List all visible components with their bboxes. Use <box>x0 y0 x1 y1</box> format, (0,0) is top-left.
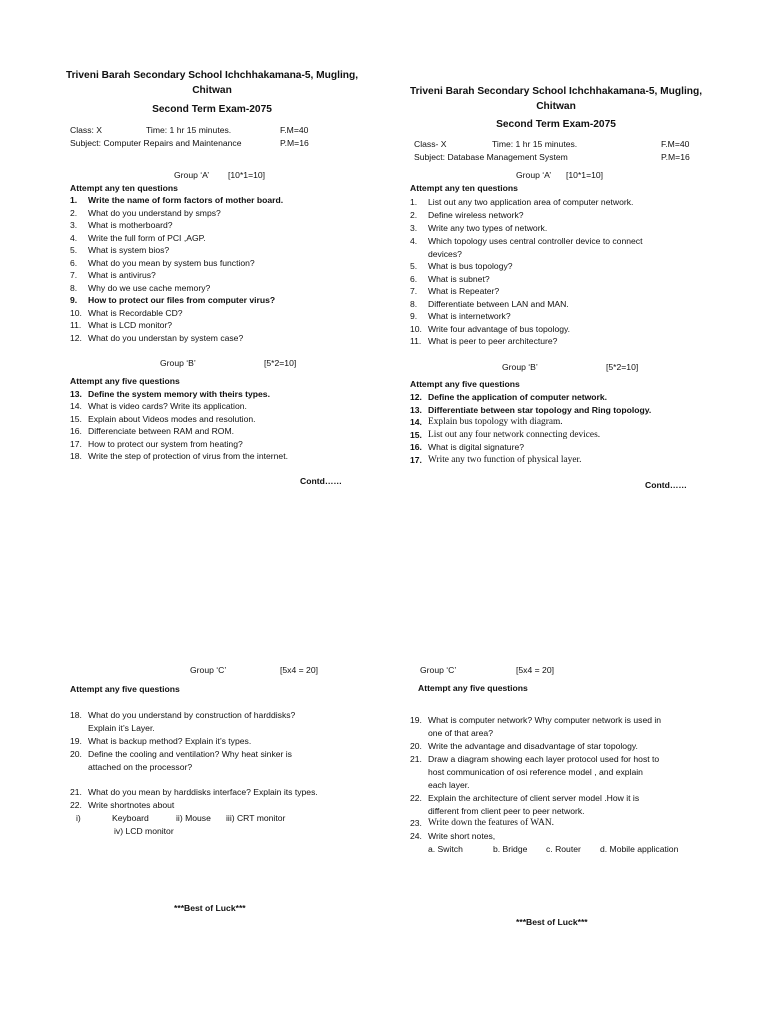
right-best-of-luck: ***Best of Luck*** <box>516 917 588 927</box>
right-group-a-marks: [10*1=10] <box>566 170 604 180</box>
right-group-a-title: Group ‘A’ <box>516 170 552 180</box>
left-best-of-luck: ***Best of Luck*** <box>174 903 246 913</box>
right-group-b-instruction: Attempt any five questions <box>410 379 520 389</box>
right-group-b-marks: [5*2=10] <box>606 362 639 372</box>
question-item-continuation: Explain it’s Layer. <box>88 723 155 733</box>
left-group-b-title: Group ‘B’ <box>160 358 196 368</box>
right-group-c-marks: [5x4 = 20] <box>516 665 554 675</box>
left-group-a-instruction: Attempt any ten questions <box>70 183 178 193</box>
left-group-c-title: Group ‘C’ <box>190 665 227 675</box>
shortnote-mobile-application: d. Mobile application <box>600 844 679 854</box>
shortnote-bridge: b. Bridge <box>493 844 528 854</box>
right-class: Class- X <box>414 139 447 149</box>
shortnote-crt-monitor: iii) CRT monitor <box>226 813 286 823</box>
left-pass-marks: P.M=16 <box>280 138 309 148</box>
left-full-marks: F.M=40 <box>280 125 309 135</box>
shortnote-switch: a. Switch <box>428 844 463 854</box>
right-group-b-title: Group ‘B’ <box>502 362 538 372</box>
right-group-c-title: Group ‘C’ <box>420 665 457 675</box>
shortnote-lcd-monitor: iv) LCD monitor <box>114 826 174 836</box>
right-group-a-instruction: Attempt any ten questions <box>410 183 518 193</box>
left-group-a-marks: [10*1=10] <box>228 170 266 180</box>
shortnote-router: c. Router <box>546 844 581 854</box>
right-pass-marks: P.M=16 <box>661 152 690 162</box>
left-group-c-marks: [5x4 = 20] <box>280 665 318 675</box>
left-continued-note: Contd…… <box>300 476 343 486</box>
question-item-continuation: attached on the processor? <box>88 762 193 772</box>
left-group-c-instruction: Attempt any five questions <box>70 684 180 694</box>
shortnote-keyboard: Keyboard <box>112 813 149 823</box>
right-school-name: Triveni Barah Secondary School Ichchhakamana-5, Mugling, Chitwan <box>409 86 703 112</box>
left-group-b-instruction: Attempt any five questions <box>70 376 180 386</box>
left-group-a-title: Group ‘A’ <box>174 170 210 180</box>
right-time: Time: 1 hr 15 minutes. <box>492 139 578 149</box>
left-group-b-marks: [5*2=10] <box>264 358 297 368</box>
shortnote-label-i: i) <box>76 813 81 823</box>
left-exam-title: Second Term Exam-2075 <box>152 104 272 115</box>
left-class: Class: X <box>70 125 102 135</box>
right-exam-title: Second Term Exam-2075 <box>496 119 616 130</box>
left-school-name: Triveni Barah Secondary School Ichchhakamana-5, Mugling, Chitwan <box>65 70 359 96</box>
left-subject: Subject: Computer Repairs and Maintenance <box>70 138 242 148</box>
left-time: Time: 1 hr 15 minutes. <box>146 125 232 135</box>
right-group-c-instruction: Attempt any five questions <box>418 683 528 693</box>
shortnote-mouse: ii) Mouse <box>176 813 211 823</box>
right-subject: Subject: Database Management System <box>414 152 568 162</box>
right-continued-note: Contd…… <box>645 480 688 490</box>
right-full-marks: F.M=40 <box>661 139 690 149</box>
